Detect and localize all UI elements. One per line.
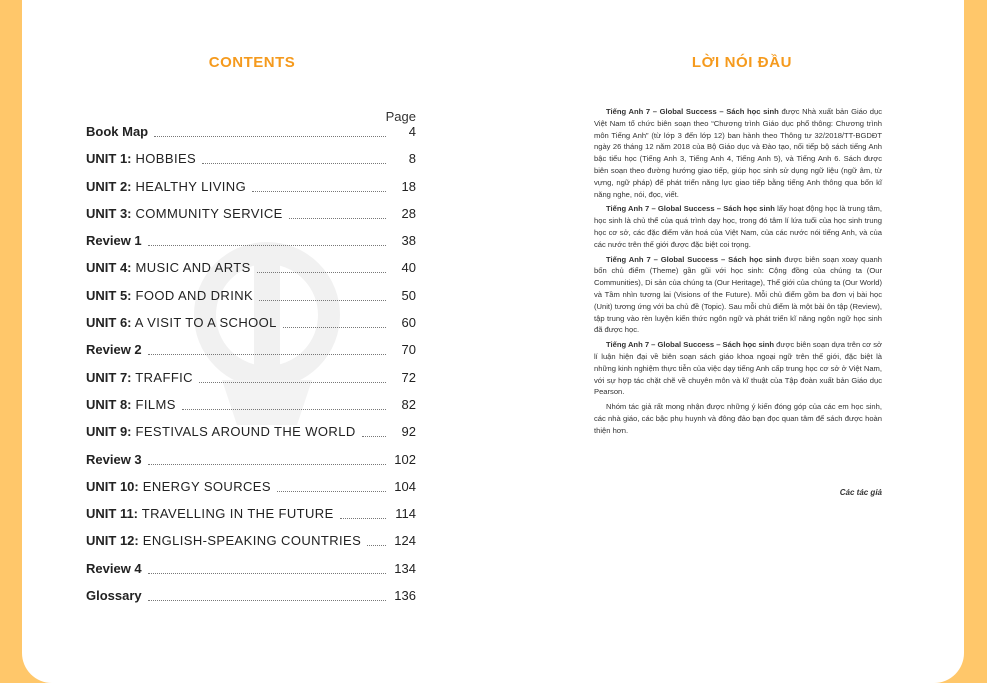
- foreword-paragraph: Tiếng Anh 7 – Global Success – Sách học sinh được biên soạn dựa trên cơ sở lí luận hiện đại về biên soạn sách giáo khoa ngoại ngữ trên thế giới, đặc biệt là những kinh nghiệm thực tiễn của việc dạy tiếng Anh cấp trung học cơ sở ở Việt Nam, với sự hợp tác chặt chẽ về chuyên môn và kĩ thuật của Tập đoàn xuất bản Giáo dục Pearson.: [594, 340, 882, 397]
- toc-entry[interactable]: [86, 506, 416, 533]
- foreword-paragraph: Tiếng Anh 7 – Global Success – Sách học sinh được biên soạn xoay quanh bốn chủ điểm (Theme) gần gũi với học sinh: Cộng đồng của chúng ta (Our Communities), Di sản của chúng ta (Our Heritage), Thế giới của chúng ta (Our World) và Tầm nhìn tương lai (Visions of the Future). Mỗi chủ điểm gồm ba đơn vị bài học (Unit) tương ứng với ba chủ đề (Topic). Sau mỗi chủ điểm là một bài ôn tập (Review), tập trung vào rèn luyện kiến thức ngôn ngữ và phát triển kĩ năng ngôn ngữ học sinh đã được học.: [594, 254, 882, 335]
- toc-page-number: 104: [394, 478, 416, 494]
- toc-entry-label: UNIT 8: FILMS: [86, 396, 176, 412]
- toc-entry-label: UNIT 12: ENGLISH-SPEAKING COUNTRIES: [86, 533, 362, 549]
- toc-entry-label: Glossary: [86, 588, 142, 604]
- foreword-body: [594, 106, 882, 440]
- foreword-paragraph: Nhóm tác giả rất mong nhận được những ý kiến đóng góp của các em học sinh, các nhà giáo, các bậc phụ huynh và đông đảo bạn đọc quan tâm để sách được hoàn thiện hơn.: [594, 402, 882, 435]
- dot-leader: [202, 151, 386, 164]
- foreword-title: LỜI NÓI ĐẦU: [691, 54, 793, 71]
- dot-leader: [148, 342, 386, 355]
- toc-page-number: 70: [401, 342, 416, 358]
- toc-page-number: 60: [401, 315, 416, 331]
- toc-entry-label: Review 2: [86, 342, 142, 358]
- foreword-paragraph: Tiếng Anh 7 – Global Success – Sách học sinh được Nhà xuất bản Giáo dục Việt Nam tổ chức biên soạn theo “Chương trình Giáo dục phổ thông: Chương trình môn Tiếng Anh” (từ lớp 3 đến lớp 12) ban hành theo Thông tư 32/2018/TT-BGDĐT ngày 26 tháng 12 năm 2018 của Bộ Giáo dục và Đào tạo, nối tiếp bộ sách tiếng Anh bậc tiểu học (Tiếng Anh 3, Tiếng Anh 4, Tiếng Anh 5), và Tiếng Anh 6. Sách được biên soạn theo đường hướng giao tiếp, giúp học sinh sử dụng ngữ liệu (ngữ âm, từ vựng, ngữ pháp) để phát triển năng lực giao tiếp bằng tiếng Anh thông qua bốn kĩ năng nghe, nói, đọc, viết.: [594, 107, 882, 199]
- toc-entry-label: UNIT 3: COMMUNITY SERVICE: [86, 205, 283, 221]
- toc-entry[interactable]: [86, 397, 416, 424]
- toc-entry-label: UNIT 10: ENERGY SOURCES: [86, 478, 271, 494]
- toc-entry-label: UNIT 7: TRAFFIC: [86, 369, 193, 385]
- toc-entry[interactable]: [86, 479, 416, 506]
- page-column-header: Page: [385, 109, 416, 124]
- dot-leader: [148, 233, 386, 246]
- toc-entry-label: UNIT 2: HEALTHY LIVING: [86, 178, 247, 194]
- toc-entry-label: Book Map: [86, 124, 149, 139]
- toc-entry-label: Review 3: [86, 451, 142, 467]
- toc-page-number: 102: [394, 451, 416, 467]
- toc-entry[interactable]: [86, 206, 416, 233]
- toc-page-number: 92: [401, 424, 416, 440]
- toc-entry[interactable]: [86, 588, 416, 615]
- dot-leader: [154, 124, 386, 137]
- toc-entry-label: UNIT 5: FOOD AND DRINK: [86, 287, 254, 303]
- toc-entry[interactable]: [86, 424, 416, 451]
- toc-entry-label: UNIT 6: A VISIT TO A SCHOOL: [86, 315, 277, 331]
- toc-entry-label: UNIT 11: TRAVELLING IN THE FUTURE: [86, 506, 334, 522]
- dot-leader: [148, 452, 386, 465]
- dot-leader: [289, 206, 386, 219]
- toc-page-number: 40: [401, 260, 416, 276]
- toc-entry[interactable]: [86, 233, 416, 260]
- toc-page-number: 18: [401, 178, 416, 194]
- authors-signature: Các tác giả: [839, 488, 882, 497]
- dot-leader: [257, 260, 386, 273]
- toc-entry[interactable]: [86, 288, 416, 315]
- dot-leader: [367, 533, 386, 546]
- dot-leader: [340, 506, 386, 519]
- dot-leader: [148, 561, 386, 574]
- toc-entry-label: Review 4: [86, 560, 142, 576]
- toc-entry-label: UNIT 9: FESTIVALS AROUND THE WORLD: [86, 424, 356, 440]
- toc-entry[interactable]: [86, 533, 416, 560]
- toc-entry-label: UNIT 1: HOBBIES: [86, 151, 197, 167]
- toc-entry[interactable]: [86, 179, 416, 206]
- toc-page-number: 4: [408, 124, 416, 139]
- toc-entry[interactable]: [86, 315, 416, 342]
- toc-entry[interactable]: [86, 452, 416, 479]
- dot-leader: [259, 288, 386, 301]
- toc-entry-label: Review 1: [86, 233, 142, 249]
- toc-page-number: 28: [401, 205, 416, 221]
- toc-page-number: 50: [401, 287, 416, 303]
- toc-page-number: 8: [408, 151, 416, 167]
- toc-entry[interactable]: [86, 124, 416, 151]
- toc-page-number: 136: [394, 588, 416, 604]
- dot-leader: [148, 588, 386, 601]
- toc-page-number: 38: [401, 233, 416, 249]
- toc-page-number: 72: [401, 369, 416, 385]
- toc-entry[interactable]: [86, 151, 416, 178]
- toc-entry[interactable]: [86, 260, 416, 287]
- dot-leader: [182, 397, 386, 410]
- table-of-contents: [86, 124, 416, 615]
- dot-leader: [362, 424, 386, 437]
- foreword-page: [492, 0, 964, 683]
- contents-page: [22, 0, 492, 683]
- book-spread: [22, 0, 964, 683]
- toc-page-number: 124: [394, 533, 416, 549]
- toc-entry[interactable]: [86, 342, 416, 369]
- foreword-paragraph: Tiếng Anh 7 – Global Success – Sách học sinh lấy hoạt động học là trung tâm, học sinh là chủ thể của quá trình dạy học, trong đó tâm lí lứa tuổi của học sinh trung học cơ sở, các đặc điểm văn hoá của Việt Nam, của các nước nói tiếng Anh, và của các nước trên thế giới được đặc biệt coi trọng.: [594, 204, 882, 249]
- toc-page-number: 134: [394, 560, 416, 576]
- dot-leader: [199, 370, 386, 383]
- toc-entry[interactable]: [86, 561, 416, 588]
- toc-page-number: 114: [395, 506, 416, 522]
- contents-title: CONTENTS: [208, 54, 296, 71]
- dot-leader: [252, 179, 386, 192]
- dot-leader: [277, 479, 386, 492]
- dot-leader: [283, 315, 386, 328]
- toc-entry[interactable]: [86, 370, 416, 397]
- toc-entry-label: UNIT 4: MUSIC AND ARTS: [86, 260, 251, 276]
- toc-page-number: 82: [401, 396, 416, 412]
